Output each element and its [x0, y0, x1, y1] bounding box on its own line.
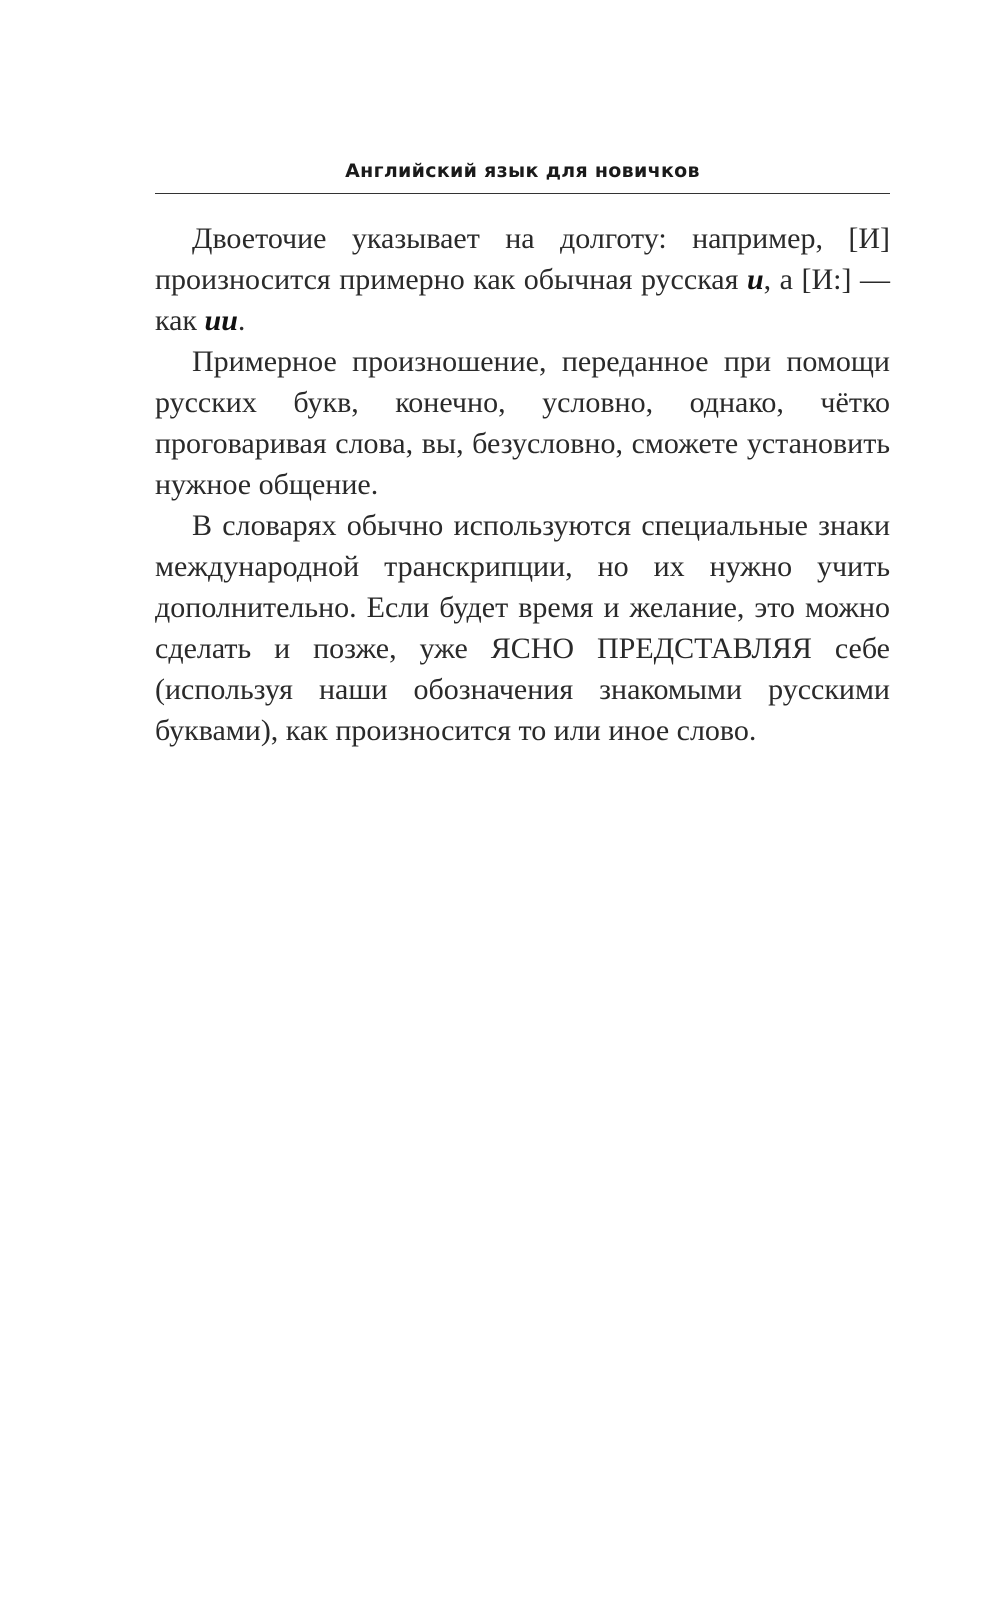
emphasis-letter-i: и [746, 263, 764, 296]
paragraph-1-text-2: , а [И:] — как [155, 263, 890, 337]
paragraph-long-vowel-note [155, 218, 890, 341]
header-rule [155, 193, 890, 194]
paragraph-dictionaries-transcription: В словарях обычно используются специальные знаки международной транскрипции, но их нужно учить дополнительно. Если будет время и желание, это можно сделать и позже, уже ЯСНО ПРЕДСТАВЛЯЯ себе (используя наши обозначения знакомыми русскими буквами), как произносится то или иное слово. [155, 509, 890, 747]
paragraph-1-text-1: Двоеточие указывает на долготу: например, [И] произносится примерно как обычная русская [155, 222, 890, 296]
emphasis-letters-ii: ии [204, 304, 238, 337]
running-header-title: Английский язык для новичков [345, 160, 700, 182]
body-text [155, 218, 890, 751]
paragraph-1-text-3: . [237, 304, 246, 337]
paragraph-approximate-pronunciation: Примерное произношение, переданное при помощи русских букв, конечно, условно, однако, чётко проговаривая слова, вы, безусловно, сможете установить нужное общение. [155, 345, 890, 501]
